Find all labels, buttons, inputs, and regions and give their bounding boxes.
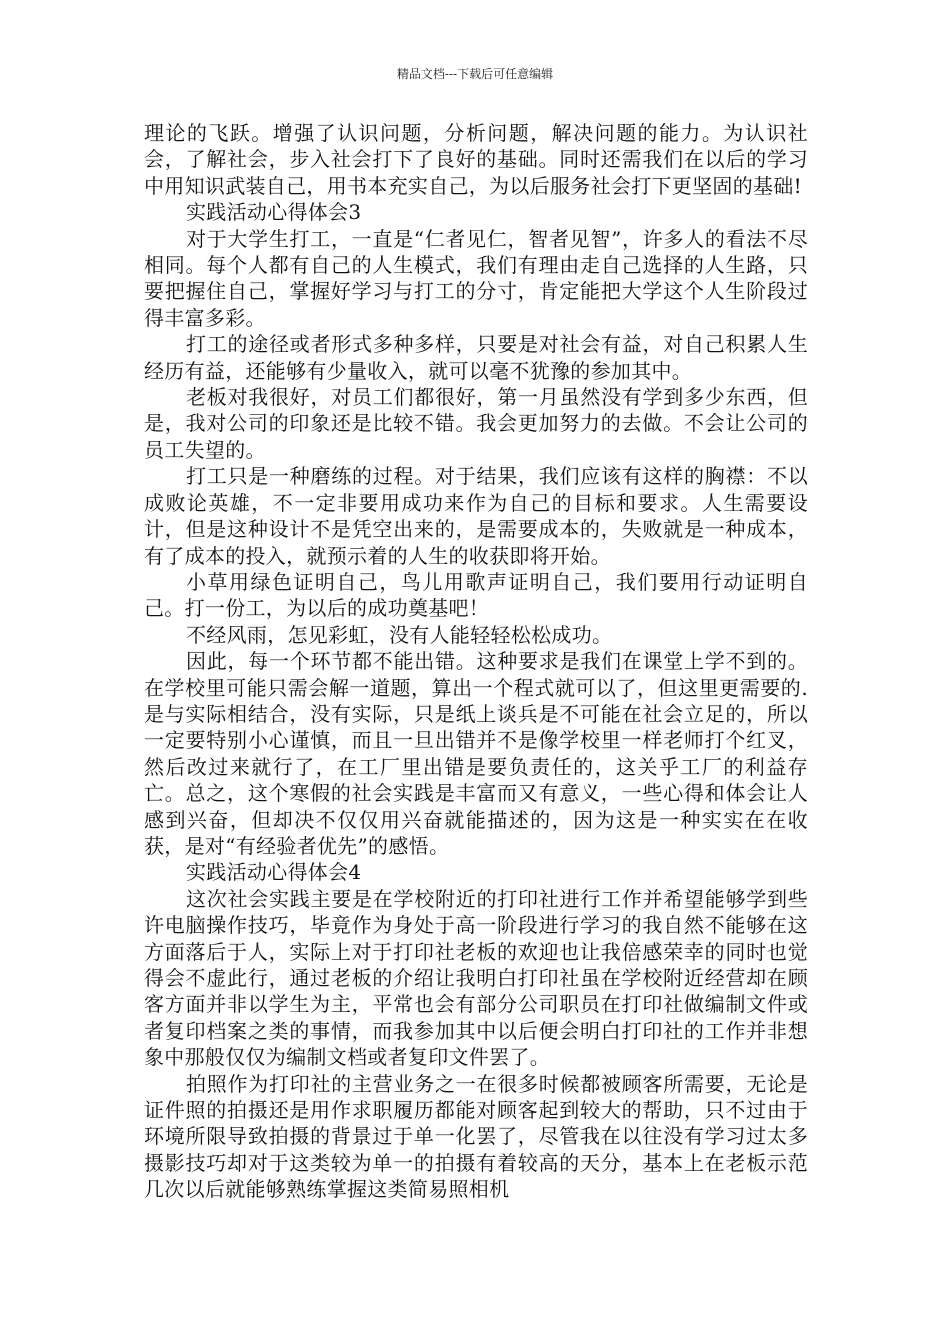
paragraph: 不经风雨，怎见彩虹，没有人能轻轻松松成功。 (186, 622, 613, 647)
paragraph: 这次社会实践主要是在学校附近的打印社进行工作并希望能够学到些许电脑操作技巧，毕竟作为身处于高一阶段进行学习的我自然不能够在这方面落后于人，实际上对于打印社老板的欢迎也让我倍感荣幸的同时也觉得会不虚此行，通过老板的介绍让我明白打印社虽在学校附近经营却在顾客方面并非以学生为主，平常也会有部分公司职员在打印社做编制文件或者复印档案之类的事情，而我参加其中以后便会明白打印社的工作并非想象中那般仅仅为编制文档或者复印文件罢了。 (144, 886, 808, 1070)
section-heading: 实践活动心得体会4 (186, 860, 362, 885)
paragraph: 打工只是一种磨练的过程。对于结果，我们应该有这样的胸襟：不以成败论英雄，不一定非要用成功来作为自己的目标和要求。人生需要设计，但是这种设计不是凭空出来的，是需要成本的，失败就是一种成本，有了成本的投入，就预示着的人生的收获即将开始。 (144, 464, 808, 568)
document-body (144, 120, 808, 1203)
paragraph: 拍照作为打印社的主营业务之一在很多时候都被顾客所需要，无论是证件照的拍摄还是用作求职履历都能对顾客起到较大的帮助，只不过由于环境所限导致拍摄的背景过于单一化罢了，尽管我在以往没有学习过太多摄影技巧却对于这类较为单一的拍摄有着较高的天分，基本上在老板示范几次以后就能够熟练掌握这类简易照相机 (144, 1071, 808, 1202)
paragraph: 对于大学生打工，一直是“仁者见仁，智者见智”，许多人的看法不尽相同。每个人都有自己的人生模式，我们有理由走自己选择的人生路，只要把握住自己，掌握好学习与打工的分寸，肯定能把大学这个人生阶段过得丰富多彩。 (144, 226, 808, 330)
section-heading: 实践活动心得体会3 (186, 200, 362, 225)
paragraph: 因此，每一个环节都不能出错。这种要求是我们在课堂上学不到的。在学校里可能只需会解一道题，算出一个程式就可以了，但这里更需要的.是与实际相结合，没有实际，只是纸上谈兵是不可能在社会立足的，所以一定要特别小心谨慎，而且一旦出错并不是像学校里一样老师打个红叉，然后改过来就行了，在工厂里出错是要负责任的，这关乎工厂的利益存亡。总之，这个寒假的社会实践是丰富而又有意义，一些心得和体会让人感到兴奋，但却决不仅仅用兴奋就能描述的，因为这是一种实实在在收获，是对“有经验者优先”的感悟。 (144, 649, 808, 858)
paragraph: 老板对我很好，对员工们都很好，第一月虽然没有学到多少东西，但是，我对公司的印象还是比较不错。我会更加努力的去做。不会让公司的员工失望的。 (144, 385, 808, 462)
paragraph: 小草用绿色证明自己，鸟儿用歌声证明自己，我们要用行动证明自己。打一份工，为以后的成功奠基吧！ (144, 569, 808, 621)
paragraph: 打工的途径或者形式多种多样，只要是对社会有益，对自己积累人生经历有益，还能够有少量收入，就可以毫不犹豫的参加其中。 (144, 332, 808, 383)
page-header: 精品文档---下载后可任意编辑 (396, 67, 554, 81)
paragraph: 理论的飞跃。增强了认识问题，分析问题，解决问题的能力。为认识社会，了解社会，步入社会打下了良好的基础。同时还需我们在以后的学习中用知识武装自己，用书本充实自己，为以后服务社会打下更坚固的基础! (144, 121, 808, 198)
